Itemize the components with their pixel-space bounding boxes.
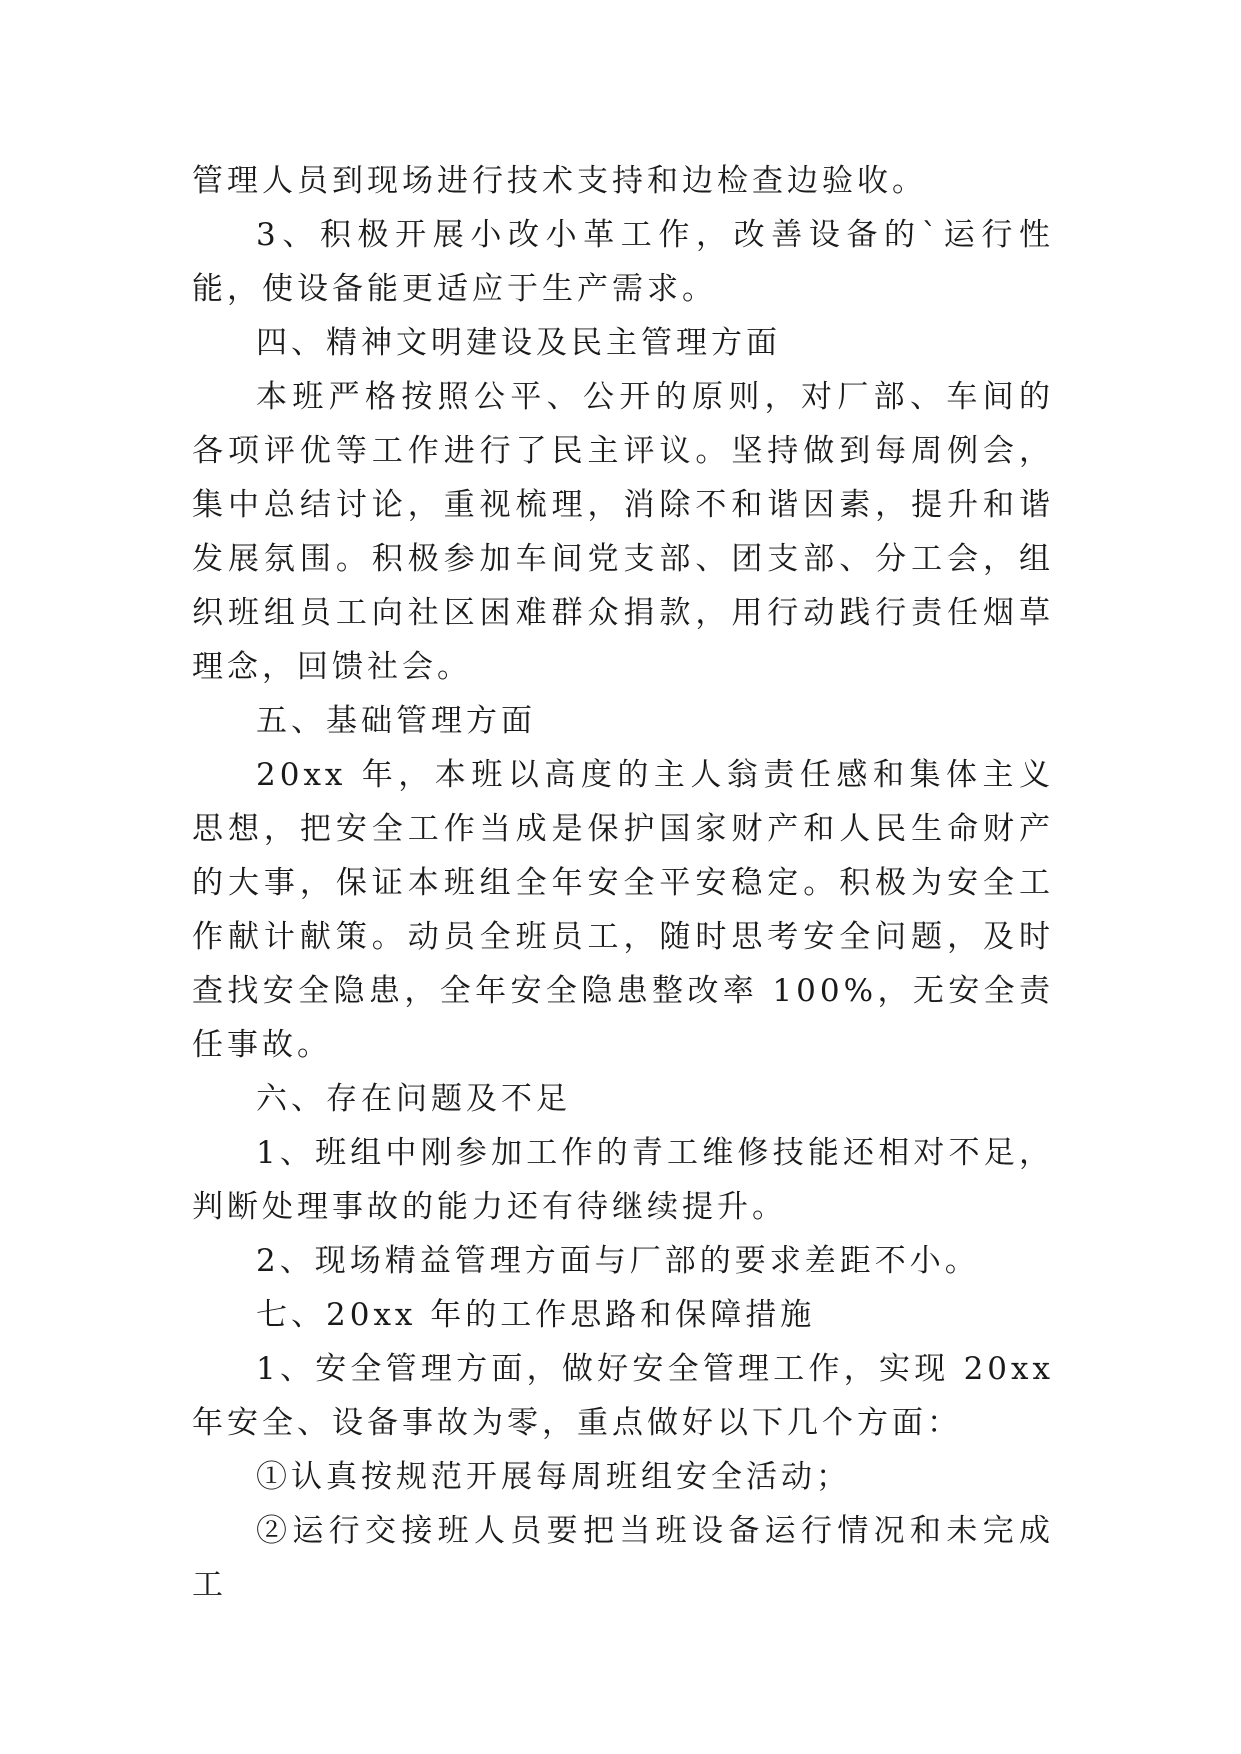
paragraph: 3、积极开展小改小革工作，改善设备的`运行性能，使设备能更适应于生产需求。 [192, 217, 1054, 307]
document-body [192, 154, 1054, 1612]
paragraph: 2、现场精益管理方面与厂部的要求差距不小。 [256, 1243, 980, 1279]
section-heading: 七、20xx 年的工作思路和保障措施 [256, 1297, 816, 1333]
section-heading: 五、基础管理方面 [256, 703, 536, 739]
section-heading: 四、精神文明建设及民主管理方面 [256, 325, 781, 361]
list-item: ①认真按规范开展每周班组安全活动； [256, 1459, 851, 1495]
paragraph: 1、班组中刚参加工作的青工维修技能还相对不足，判断处理事故的能力还有待继续提升。 [192, 1135, 1054, 1225]
list-item: ②运行交接班人员要把当班设备运行情况和未完成工 [192, 1513, 1054, 1603]
paragraph: 1、安全管理方面，做好安全管理工作，实现 20xx 年安全、设备事故为零，重点做好以下几个方面： [192, 1351, 1054, 1441]
paragraph: 20xx 年，本班以高度的主人翁责任感和集体主义思想，把安全工作当成是保护国家财产和人民生命财产的大事，保证本班组全年安全平安稳定。积极为安全工作献计献策。动员全班员工，随时思考安全问题，及时查找安全隐患，全年安全隐患整改率 100%，无安全责任事故。 [192, 757, 1054, 1063]
section-heading: 六、存在问题及不足 [256, 1081, 571, 1117]
paragraph: 本班严格按照公平、公开的原则，对厂部、车间的各项评优等工作进行了民主评议。坚持做到每周例会，集中总结讨论，重视梳理，消除不和谐因素，提升和谐发展氛围。积极参加车间党支部、团支部、分工会，组织班组员工向社区困难群众捐款，用行动践行责任烟草理念，回馈社会。 [192, 379, 1054, 685]
paragraph: 管理人员到现场进行技术支持和边检查边验收。 [192, 163, 927, 199]
